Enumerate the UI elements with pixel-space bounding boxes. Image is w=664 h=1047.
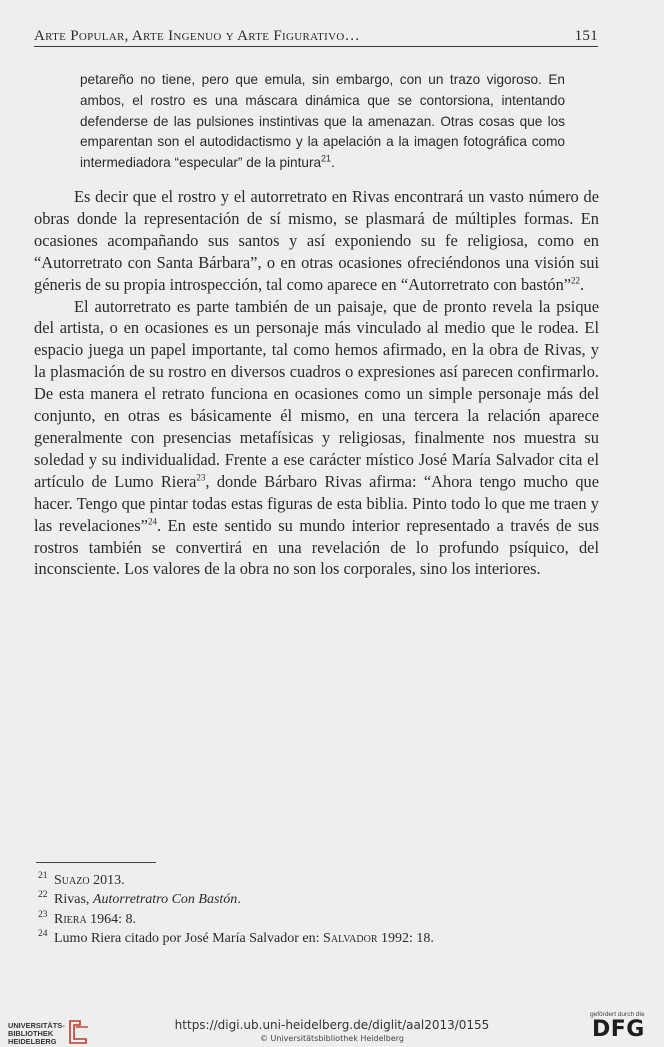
paragraph: El autorretrato es parte también de un paisaje, que de pronto revela la psique del artista, o en ocasiones es un personaje más vinculado al medio que le rodea. El espacio juega un papel importante, tal como hemos afirmado, en la obra de Rivas, y la plasmación de su rostro en diversos cuadros o expresiones así parecen confirmarlo. De esta manera el retrato funciona en ocasiones como un simple personaje más del conjunto, en otras es básicamente él mismo, en una tercera la relación aparece generalmente con presencias metafísicas y religiosas, finalmente nos muestra su soledad y su individualidad. Frente a ese carácter místico José María Salvador cita el artículo de Lumo Riera$^{23}$, donde Bárbaro Rivas afirma: “Ahora tengo mucho que hacer. Tengo que pintar todas estas figuras de esta biblia. Pinto todo lo que me traen y las revelaciones”$^{24}$. En este sentido su mundo interior representado a través de sus rostros también se convertirá en una revelación de lo profundo psíquico, del inconsciente. Los valores de la obra no son los corporales, sino los interiores. bbox=[34, 296, 599, 579]
footnote-ref[interactable]: 24 bbox=[147, 516, 157, 527]
block-quote: petareño no tiene, pero que emula, sin embargo, con un trazo vigoroso. En ambos, el rostro es una máscara dinámica que se contorsiona, intentando defenderse de las pulsiones instintivas que la amenazan. Otras cosas que los emparentan son el autodidactismo y la apelación a la imagen fotográfica como intermediadora “especular” de la pintura$^{21}$. bbox=[80, 72, 565, 171]
funding-note: gefördert durch die bbox=[590, 1011, 645, 1018]
running-header bbox=[34, 28, 598, 47]
library-logo-text: UNIVERSITÄTS- BIBLIOTHEK HEIDELBERG bbox=[8, 1021, 65, 1047]
footnote: 23 Riera 1964: 8. bbox=[38, 909, 137, 927]
footnote: 22 Rivas, Autorretratro Con Bastón. bbox=[38, 890, 241, 908]
page-url-link[interactable]: https://digi.ub.uni-heidelberg.de/diglit/aal2013/0155 bbox=[174, 1018, 490, 1032]
footnote-ref[interactable]: 21 bbox=[321, 153, 332, 164]
dfg-logo: DFG bbox=[592, 1017, 645, 1042]
footnotes bbox=[38, 871, 594, 948]
footnote-ref[interactable]: 22 bbox=[571, 275, 581, 286]
footnote: 24 Lumo Riera citado por José María Salvador en: Salvador 1992: 18. bbox=[38, 928, 434, 946]
page-number: 151 bbox=[574, 28, 598, 44]
footnote: 21 Suazo 2013. bbox=[38, 871, 125, 888]
quote-text: petareño no tiene, pero que emula, sin embargo, con un trazo vigoroso. En ambos, el rostro es una máscara dinámica que se contorsiona, intentando defenderse de las pulsiones instintivas que la amenazan. Otras cosas que los emparentan son el autodidactismo y la apelación a la imagen fotográfica como intermediadora “especular” de la pintura bbox=[80, 72, 565, 171]
running-title: Arte Popular, Arte Ingenuo y Arte Figurativo… bbox=[34, 28, 360, 44]
footnote-ref[interactable]: 23 bbox=[196, 472, 206, 483]
body-text bbox=[34, 186, 599, 580]
footnote-divider bbox=[36, 862, 156, 863]
paragraph: Es decir que el rostro y el autorretrato en Rivas encontrará un vasto número de obras donde la representación de sí mismo, se plasmará de múltiples formas. En ocasiones acompañando sus santos y así exponiendo su fe religiosa, como en “Autorretrato con Santa Bárbara”, o en otras ocasiones ofreciéndonos una visión sui géneris de su propia introspección, tal como aparece en “Autorretrato con bastón”$^{22}$. bbox=[34, 187, 599, 294]
copyright: © Universitätsbibliothek Heidelberg bbox=[259, 1034, 404, 1043]
